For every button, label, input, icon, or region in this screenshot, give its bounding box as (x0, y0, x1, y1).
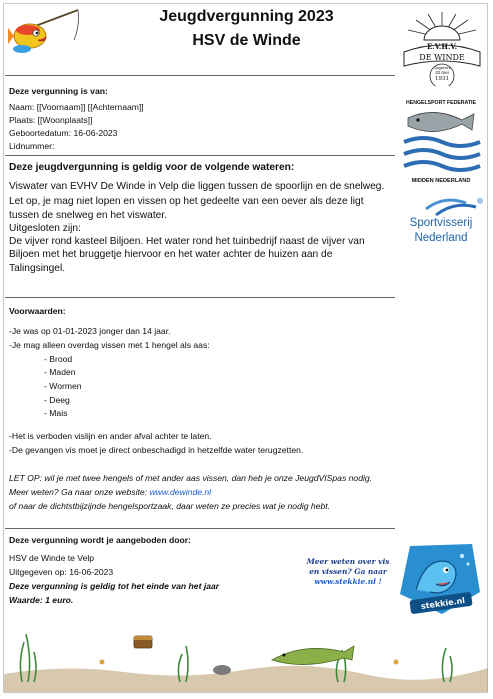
federatie-logo-bottom: MIDDEN NEDERLAND (411, 178, 471, 184)
waters-heading: Deze jeugdvergunning is geldig voor de volgende wateren: (9, 162, 295, 173)
note-line3: of naar de dichtstbijzijnde hengelsportzaak, daar weten ze precies wat je nodig hebt. (9, 501, 331, 511)
page-subtitle: HSV de Winde (192, 32, 301, 49)
dewinde-link[interactable]: www.dewinde.nl (149, 487, 212, 497)
evhv-logo-line1: E.V.H.V. (426, 42, 458, 51)
sportvisserij-logo-line2: Nederland (414, 232, 468, 244)
condition-litter: -Het is verboden vislijn en ander afval achter te laten. (9, 431, 212, 441)
holder-name: Naam: [[Voornaam]] [[Achternaam]] (9, 102, 144, 112)
issuer-price: Waarde: 1 euro. (9, 595, 74, 605)
underwater-scene (4, 612, 488, 692)
divider (5, 155, 395, 156)
bait-item: - Wormen (44, 381, 82, 391)
bait-item: - Deeg (44, 395, 70, 405)
condition-age: -Je was op 01-01-2023 jonger dan 14 jaar. (9, 326, 171, 336)
divider (5, 528, 395, 529)
condition-bait: -Je mag alleen overdag vissen met 1 hengel als aas: (9, 340, 210, 350)
waters-line: tussen de snelweg en het viswater. (9, 210, 168, 221)
sportvisserij-logo (396, 193, 486, 253)
evhv-logo (398, 8, 486, 86)
divider (5, 75, 395, 76)
evhv-logo-line2: DE WINDE (419, 53, 465, 62)
holder-heading: Deze vergunning is van: (9, 86, 108, 96)
divider (5, 297, 395, 298)
note-line2-text: Meer weten? Ga naar onze website: (9, 487, 150, 497)
federatie-logo-top: HENGELSPORT FEDERATIE (406, 100, 476, 106)
stekkie-slogan-line2: en vissen? Ga naar (309, 567, 387, 576)
waters-line: Viswater van EVHV De Winde in Velp die liggen tussen de spoorlijn en de snelweg. (9, 181, 385, 192)
waters-line: Talingsingel. (9, 263, 66, 274)
stekkie-slogan (300, 557, 396, 587)
sportvisserij-logo-line1: Sportvisserij (409, 217, 473, 229)
waters-line: Uitgesloten zijn: (9, 223, 81, 234)
conditions-heading: Voorwaarden: (9, 306, 66, 316)
stekkie-logo (396, 542, 482, 616)
waters-line: Let op, je mag niet lopen en vissen op het gedeelte van een oever als deze ligt (9, 196, 364, 207)
page-title: Jeugdvergunning 2023 (159, 8, 334, 25)
bait-item: - Brood (44, 354, 73, 364)
stekkie-slogan-line1: Meer weten over vis (306, 557, 390, 566)
stekkie-link[interactable]: www.stekkie.nl ! (314, 577, 382, 586)
stekkie-badge-text: stekkie.nl (420, 595, 466, 612)
federatie-logo (400, 100, 482, 188)
bait-item: - Maden (44, 367, 76, 377)
note-line2 (9, 487, 211, 498)
waters-line: Biljoen met het bruggetje hiervoor en het water achter de huizen aan de (9, 249, 333, 260)
issuer-org: HSV de Winde te Velp (9, 553, 95, 563)
condition-release: -De gevangen vis moet je direct onbeschadigd in hetzelfde water terugzetten. (9, 445, 304, 455)
waters-line: De vijver rond kasteel Biljoen. Het water rond het tuinbedrijf naast de vijver van (9, 236, 365, 247)
holder-birthdate: Geboortedatum: 16-06-2023 (9, 128, 118, 138)
issuer-heading: Deze vergunning wordt je aangeboden door: (9, 535, 191, 545)
evhv-logo-founded-label: Opgericht (433, 65, 451, 70)
holder-member-number: Lidnummer: (9, 141, 55, 151)
note-line1: LET OP: wil je met twee hengels of met ander aas vissen, dan heb je onze JeugdVISpas nodig. (9, 473, 373, 483)
evhv-logo-founded-date: 22 mei (435, 70, 449, 75)
holder-place: Plaats: [[Woonplaats]] (9, 115, 93, 125)
bait-item: - Mais (44, 408, 68, 418)
evhv-logo-founded-year: 1931 (435, 76, 449, 82)
issuer-validity: Deze vergunning is geldig tot het einde van het jaar (9, 581, 220, 591)
issuer-date: Uitgegeven op: 16-06-2023 (9, 567, 114, 577)
